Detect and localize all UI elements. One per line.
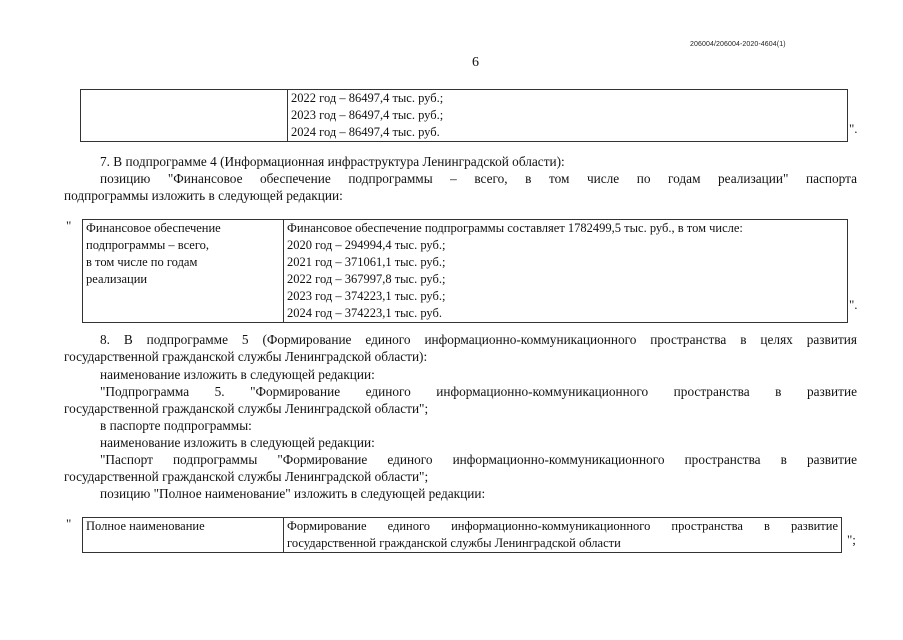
table-continuation-label-cell: [81, 90, 288, 142]
year-row: 2021 год – 371061,1 тыс. руб.;: [287, 255, 446, 269]
label-line: Полное наименование: [86, 519, 205, 533]
section-8-text: "Подпрограмма 5. "Формирование единого информационно-коммуникационного пространства в развитие: [100, 384, 857, 399]
label-line: реализации: [86, 272, 148, 286]
label-line: в том числе по годам: [86, 255, 198, 269]
year-row: 2020 год – 294994,4 тыс. руб.;: [287, 238, 446, 252]
section-7-text: позицию "Финансовое обеспечение подпрограммы – всего, в том числе по годам реализации" паспорта: [100, 171, 857, 186]
year-row: 2024 год – 86497,4 тыс. руб.: [291, 125, 440, 139]
year-row: 2022 год – 367997,8 тыс. руб.;: [287, 272, 446, 286]
section-7-text: подпрограммы изложить в следующей редакции:: [64, 188, 343, 203]
table-full-name: [82, 517, 842, 553]
table-financing: [82, 219, 848, 323]
section-8-text: позицию "Полное наименование" изложить в следующей редакции:: [100, 486, 486, 501]
opening-quote: ": [66, 218, 72, 233]
table-continuation: [80, 89, 848, 142]
section-8-text: в паспорте подпрограммы:: [100, 418, 252, 433]
closing-quote: ".: [849, 121, 858, 136]
table-full-name-value-cell: [284, 518, 842, 553]
section-8-text: наименование изложить в следующей редакции:: [100, 367, 375, 382]
table-full-name-label-cell: [83, 518, 284, 553]
year-row: 2022 год – 86497,4 тыс. руб.;: [291, 91, 444, 105]
page-number: 6: [472, 55, 479, 70]
section-8-text: наименование изложить в следующей редакции:: [100, 435, 375, 450]
year-row: 2024 год – 374223,1 тыс. руб.: [287, 306, 443, 320]
closing-quote: ";: [847, 532, 856, 547]
label-line: Финансовое обеспечение: [86, 221, 221, 235]
value-line: Финансовое обеспечение подпрограммы составляет 1782499,5 тыс. руб., в том числе:: [287, 221, 743, 235]
year-row: 2023 год – 374223,1 тыс. руб.;: [287, 289, 446, 303]
section-8-heading: 8. В подпрограмме 5 (Формирование единого информационно-коммуникационного пространства в целях развития: [100, 332, 857, 347]
value-line: государственной гражданской службы Ленинградской области: [287, 536, 621, 550]
table-financing-value-cell: [284, 220, 848, 323]
document-id: 206004/206004-2020-4604(1): [690, 41, 786, 48]
section-8-heading: государственной гражданской службы Ленинградской области):: [64, 349, 428, 364]
opening-quote: ": [66, 516, 72, 531]
table-continuation-value-cell: [288, 90, 848, 142]
table-financing-label-cell: [83, 220, 284, 323]
section-8-text: "Паспорт подпрограммы "Формирование единого информационно-коммуникационного пространства в развитие: [100, 452, 857, 467]
section-8-text: государственной гражданской службы Ленинградской области";: [64, 469, 429, 484]
label-line: подпрограммы – всего,: [86, 238, 210, 252]
section-8-text: государственной гражданской службы Ленинградской области";: [64, 401, 429, 416]
year-row: 2023 год – 86497,4 тыс. руб.;: [291, 108, 444, 122]
closing-quote: ".: [849, 297, 858, 312]
value-line: Формирование единого информационно-коммуникационного пространства в развитие: [287, 519, 838, 533]
section-7-heading: 7. В подпрограмме 4 (Информационная инфраструктура Ленинградской области):: [100, 154, 565, 169]
